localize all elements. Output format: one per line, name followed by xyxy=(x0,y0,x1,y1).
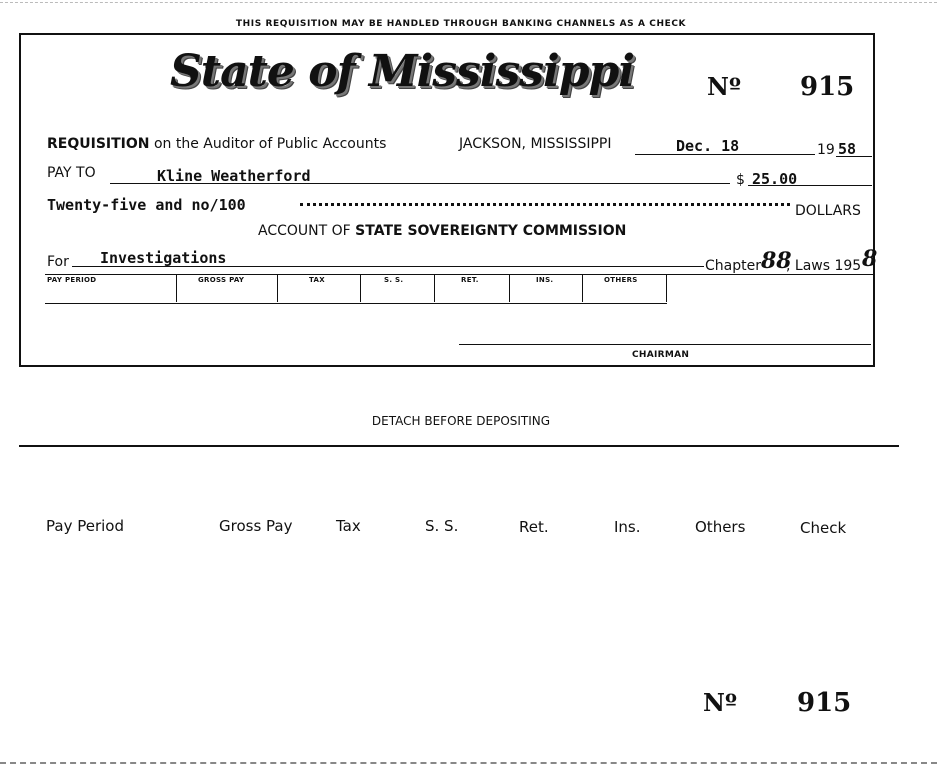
requisition-line xyxy=(47,136,386,152)
laws-value: 8 xyxy=(862,246,878,272)
col-pay-period: PAY PERIOD xyxy=(47,276,97,284)
requisition-label: REQUISITION xyxy=(47,136,150,152)
stub-col-tax: Tax xyxy=(336,517,361,535)
col-divider xyxy=(176,274,177,302)
col-ret: RET. xyxy=(461,276,479,284)
detach-note: DETACH BEFORE DEPOSITING xyxy=(371,414,551,428)
pay-to-label: PAY TO xyxy=(47,165,96,181)
col-divider xyxy=(666,274,667,302)
stub-col-check: Check xyxy=(800,519,847,537)
account-line xyxy=(258,223,626,239)
payee-name: Kline Weatherford xyxy=(157,167,311,185)
year-value: 58 xyxy=(838,140,857,158)
check-number-label: Nº xyxy=(707,72,741,101)
for-value: Investigations xyxy=(100,249,227,267)
col-divider xyxy=(434,274,435,302)
amount-dots xyxy=(300,203,790,206)
for-label: For xyxy=(47,254,69,270)
signature-line xyxy=(459,344,871,345)
stub-col-ret: Ret. xyxy=(519,518,549,536)
col-tax: TAX xyxy=(309,276,325,284)
payroll-bottom-line xyxy=(45,303,667,304)
dollar-sign: $ xyxy=(736,172,745,188)
banking-note: THIS REQUISITION MAY BE HANDLED THROUGH BANKING CHANNELS AS A CHECK xyxy=(235,19,687,29)
requisition-text: on the Auditor of Public Accounts xyxy=(153,136,387,152)
chapter-value: 88 xyxy=(761,248,792,274)
col-divider xyxy=(360,274,361,302)
date-value: Dec. 18 xyxy=(676,137,740,155)
check-number: 915 xyxy=(800,72,855,102)
state-title: State of Mississippi xyxy=(170,46,635,97)
stub-number: 915 xyxy=(797,688,852,718)
col-gross-pay: GROSS PAY xyxy=(198,276,245,284)
col-divider xyxy=(509,274,510,302)
account-name: STATE SOVEREIGNTY COMMISSION xyxy=(355,223,627,239)
stub-number-label: Nº xyxy=(703,688,737,717)
stub-col-pay-period: Pay Period xyxy=(46,517,124,535)
chairman-label: CHAIRMAN xyxy=(632,350,690,360)
col-ss: S. S. xyxy=(384,276,404,284)
stub-col-others: Others xyxy=(695,518,746,536)
bottom-perforation xyxy=(0,762,937,764)
col-divider xyxy=(582,274,583,302)
chapter-label: Chapter xyxy=(705,258,761,274)
amount-words: Twenty-five and no/100 xyxy=(47,196,246,214)
detach-line xyxy=(19,445,899,447)
amount-value: 25.00 xyxy=(752,170,798,188)
payroll-top-line xyxy=(45,274,873,275)
top-perforation xyxy=(0,2,937,3)
col-ins: INS. xyxy=(536,276,554,284)
col-others: OTHERS xyxy=(604,276,638,284)
stub-col-ss: S. S. xyxy=(425,517,459,535)
city-label: JACKSON, MISSISSIPPI xyxy=(459,136,612,152)
stub-col-ins: Ins. xyxy=(614,518,641,536)
account-prefix: ACCOUNT OF xyxy=(258,223,351,239)
dollars-label: DOLLARS xyxy=(795,203,861,219)
laws-label: , Laws 195 xyxy=(786,258,862,274)
stub-col-gross-pay: Gross Pay xyxy=(219,517,293,535)
col-divider xyxy=(277,274,278,302)
year-prefix: 19 xyxy=(817,142,835,158)
